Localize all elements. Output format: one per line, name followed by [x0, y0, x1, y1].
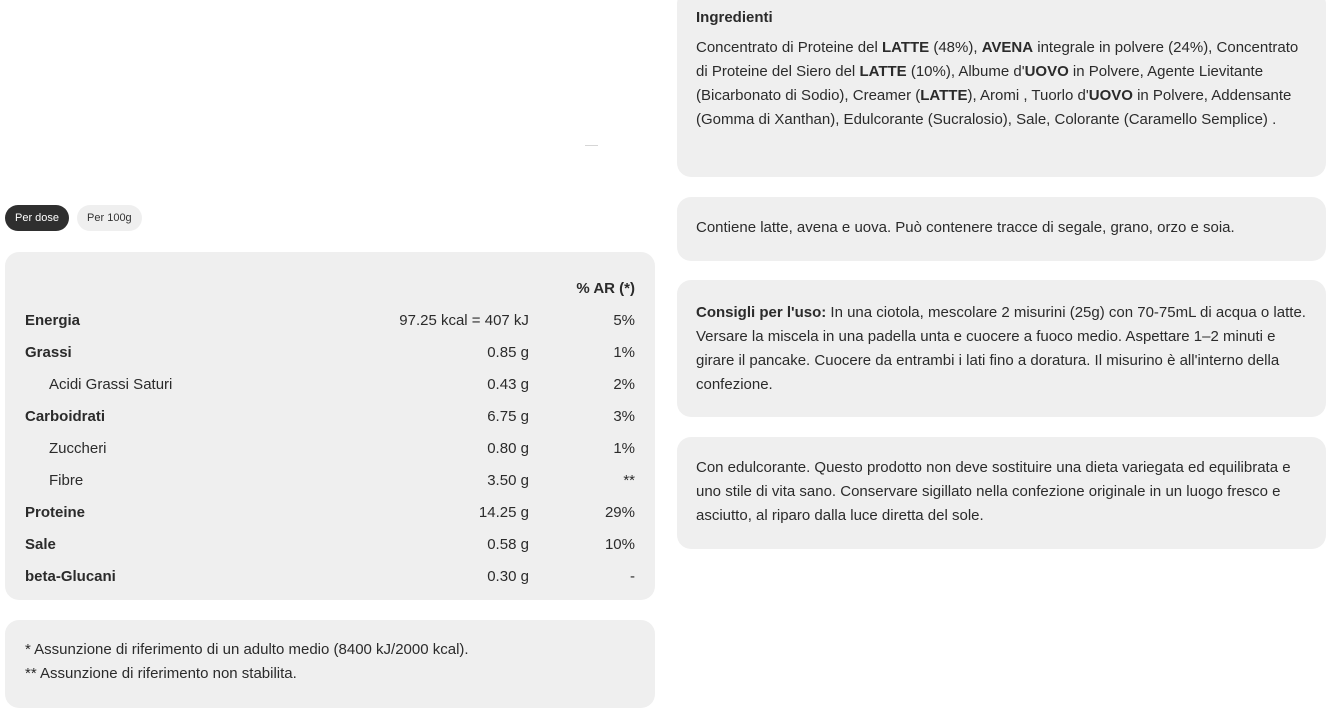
allergens-text: Contiene latte, avena e uova. Può contenere tracce di segale, grano, orzo e soia.	[696, 219, 1235, 236]
nutrition-table	[25, 272, 635, 592]
nutrient-value: 97.25 kcal = 407 kJ	[399, 311, 529, 329]
nutrient-value: 0.58 g	[487, 535, 529, 553]
nutrient-value: 6.75 g	[487, 407, 529, 425]
table-row	[25, 464, 635, 496]
warning-card	[677, 437, 1326, 549]
table-row	[25, 336, 635, 368]
ingredient-segment: Concentrato di Proteine del	[696, 39, 882, 56]
ingredients-title: Ingredienti	[696, 9, 773, 26]
nutrient-ar: 1%	[613, 439, 635, 457]
nutrient-value: 0.30 g	[487, 567, 529, 585]
nutrient-ar: 10%	[604, 535, 635, 553]
ingredient-segment: in Polvere, Agente Lievitante (Bicarbonato di Sodio), Creamer (	[696, 63, 1264, 104]
ingredient-segment: ), Aromi , Tuorlo d'	[967, 87, 1089, 104]
nutrient-name: Proteine	[25, 503, 86, 521]
nutrient-name: Acidi Grassi Saturi	[49, 375, 173, 393]
nutrient-ar: 29%	[604, 503, 635, 521]
allergens-card	[677, 197, 1326, 261]
nutrient-name: Fibre	[49, 471, 84, 489]
table-row	[25, 496, 635, 528]
nutrient-ar: 1%	[613, 343, 635, 361]
footnote-not-established: ** Assunzione di riferimento non stabilita.	[25, 665, 297, 682]
table-row	[25, 560, 635, 592]
header-name	[25, 272, 356, 304]
footnotes-card	[5, 620, 655, 708]
ingredients-text	[696, 36, 1307, 132]
usage-instructions: In una ciotola, mescolare 2 misurini (25g) con 70-75mL di acqua o latte. Versare la miscela in una padella unta e cuocere a fuoco medio. Aspettare 1–2 minuti e girare il pancake. Cuocere da entrambi i lati fino a doratura. Il misurino è all'interno della confezione.	[696, 304, 1306, 393]
divider-mark	[585, 145, 598, 146]
nutrient-name: Zuccheri	[49, 439, 107, 457]
table-row	[25, 528, 635, 560]
ingredient-allergen: UOVO	[1088, 87, 1133, 104]
nutrient-ar: **	[623, 471, 635, 489]
ingredients-card	[677, 0, 1326, 177]
table-row	[25, 304, 635, 336]
nutrient-value: 14.25 g	[478, 503, 529, 521]
nutrient-ar: 2%	[613, 375, 635, 393]
nutrient-value: 0.43 g	[487, 375, 529, 393]
header-value	[356, 272, 529, 304]
ingredient-segment: (48%),	[929, 39, 982, 56]
nutrient-name: Carboidrati	[25, 407, 106, 425]
ingredient-allergen: LATTE	[859, 63, 907, 80]
nutrition-rows	[25, 304, 635, 592]
ingredient-segment: (10%), Albume d'	[906, 63, 1025, 80]
ingredient-segment: integrale in polvere (24%), Concentrato di Proteine del Siero del	[696, 39, 1299, 80]
ingredient-allergen: LATTE	[881, 39, 930, 56]
warning-text: Con edulcorante. Questo prodotto non deve sostituire una dieta variegata ed equilibrata e uno stile di vita sano. Conservare sigillato nella confezione originale in un luogo fresco e asciutto, al riparo dalla luce diretta del sole.	[696, 459, 1291, 524]
ingredient-allergen: UOVO	[1024, 63, 1069, 80]
table-row	[25, 368, 635, 400]
table-row	[25, 432, 635, 464]
table-row	[25, 400, 635, 432]
usage-text	[696, 301, 1307, 397]
nutrient-name: beta-Glucani	[25, 567, 116, 585]
ingredient-segment: in Polvere, Addensante (Gomma di Xanthan), Edulcorante (Sucralosio), Sale, Colorante (Caramello Semplice) .	[696, 87, 1292, 128]
nutrient-ar: 5%	[613, 311, 635, 329]
header-ar: % AR (*)	[576, 279, 635, 297]
nutrient-value: 0.80 g	[487, 439, 529, 457]
nutrient-ar: -	[630, 567, 635, 585]
ingredient-allergen: LATTE	[920, 87, 968, 104]
table-header-row	[25, 272, 635, 304]
tab-per-100g[interactable]: Per 100g	[77, 205, 142, 231]
nutrient-name: Energia	[25, 311, 81, 329]
usage-label: Consigli per l'uso:	[696, 304, 827, 321]
nutrient-value: 0.85 g	[487, 343, 529, 361]
nutrient-value: 3.50 g	[487, 471, 529, 489]
serving-tabs	[5, 205, 142, 231]
footnote-reference-intake: * Assunzione di riferimento di un adulto medio (8400 kJ/2000 kcal).	[25, 641, 469, 658]
usage-card	[677, 280, 1326, 417]
ingredient-allergen: AVENA	[981, 39, 1034, 56]
nutrient-name: Grassi	[25, 343, 72, 361]
tab-per-dose[interactable]: Per dose	[5, 205, 69, 231]
nutrient-ar: 3%	[613, 407, 635, 425]
nutrient-name: Sale	[25, 535, 56, 553]
nutrition-table-card	[5, 252, 655, 600]
